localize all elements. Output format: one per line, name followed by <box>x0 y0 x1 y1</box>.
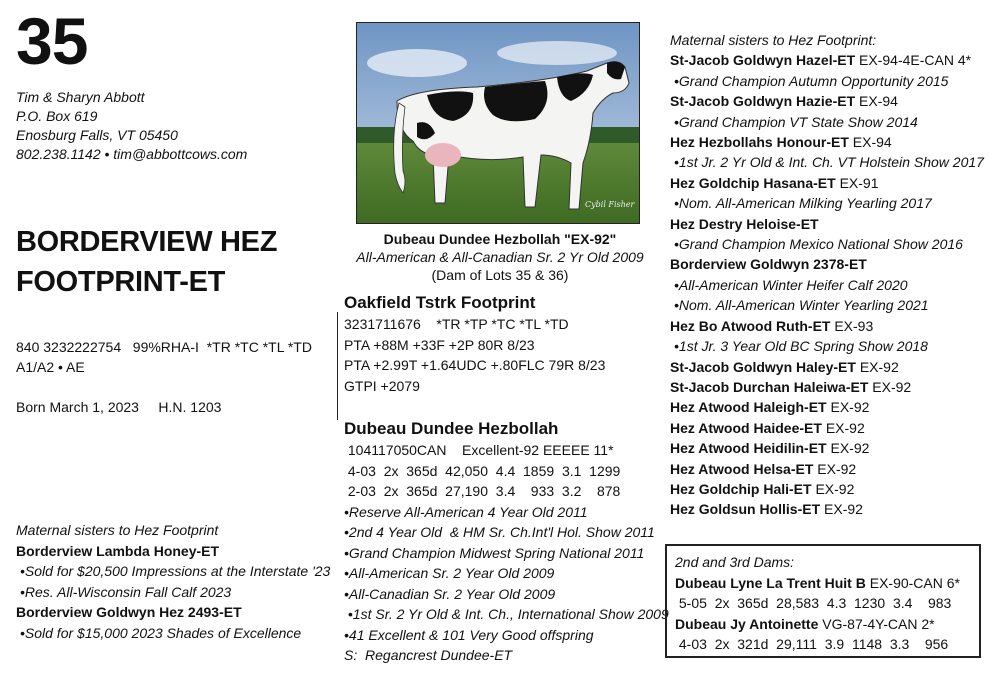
sister-entry <box>16 602 330 623</box>
dam-note: S: Regancrest Dundee-ET <box>344 647 513 663</box>
sister-note: •Res. All-Wisconsin Fall Calf 2023 <box>20 583 232 600</box>
sister-score: EX-92 <box>868 378 912 395</box>
sister-score: EX-92 <box>821 419 865 436</box>
sister-entry <box>670 50 984 70</box>
sister-note: •All-American Winter Heifer Calf 2020 <box>674 276 908 293</box>
sister-entry <box>670 173 984 193</box>
registration-line: 840 3232222754 99%RHA-I *TR *TC *TL *TD <box>16 339 312 355</box>
maternal-sisters-right-heading: Maternal sisters to Hez Footprint: <box>670 32 877 48</box>
dam-line: 4-03 2x 365d 42,050 4.4 1859 3.1 1299 <box>344 462 621 479</box>
sire-name: Oakfield Tstrk Footprint <box>344 293 536 312</box>
sister-score: EX-92 <box>813 460 857 477</box>
sister-note: •Grand Champion Mexico National Show 2016 <box>674 236 963 253</box>
sister-name: Hez Hezbollahs Honour-ET <box>670 134 849 151</box>
sister-entry <box>670 499 984 519</box>
owner-info <box>16 88 247 164</box>
sister-entry <box>670 438 984 458</box>
animal-name-line-1: BORDERVIEW HEZ <box>16 226 278 258</box>
sister-name: Borderview Goldwyn 2378-ET <box>670 256 867 273</box>
sister-name: Hez Goldsun Hollis-ET <box>670 501 821 518</box>
photo-signature: Cybil Fisher <box>585 200 635 209</box>
sister-score: EX-91 <box>835 174 879 191</box>
sister-name: Hez Bo Atwood Ruth-ET <box>670 317 831 334</box>
dam-entry-record: 4-03 2x 321d 29,111 3.9 1148 3.3 956 <box>675 636 949 652</box>
sister-score: EX-93 <box>830 317 874 334</box>
sister-name: Hez Atwood Heidilin-ET <box>670 440 827 457</box>
owner-contact: 802.238.1142 • tim@abbottcows.com <box>16 146 248 162</box>
sister-score: EX-94-4E-CAN 4* <box>855 52 972 69</box>
sister-entry <box>670 459 984 479</box>
dam-entry-record: 5-05 2x 365d 28,583 4.3 1230 3.4 983 <box>675 595 952 611</box>
dam-block <box>344 418 669 666</box>
caption-subtitle: All-American & All-Canadian Sr. 2 Yr Old 2009 <box>356 249 644 265</box>
photo-caption <box>340 230 660 284</box>
sire-line: 3231711676 *TR *TP *TC *TL *TD <box>344 316 569 332</box>
owner-address-2: Enosburg Falls, VT 05450 <box>16 127 178 143</box>
owner-address-1: P.O. Box 619 <box>16 108 98 124</box>
dam-entry-score: VG-87-4Y-CAN 2* <box>818 615 935 632</box>
sister-name: Hez Atwood Haleigh-ET <box>670 399 827 416</box>
cow-photo <box>356 22 640 224</box>
dam-entry-name: Dubeau Lyne La Trent Huit B <box>675 574 866 591</box>
sister-score: EX-92 <box>811 480 855 497</box>
second-third-dams-box <box>665 544 981 658</box>
sister-entry <box>16 541 330 562</box>
sister-name: St-Jacob Goldwyn Hazie-ET <box>670 93 856 110</box>
sister-entry <box>670 254 984 274</box>
sister-note: •Nom. All-American Milking Yearling 2017 <box>674 195 932 212</box>
sister-note: •Sold for $20,500 Impressions at the Interstate '23 <box>20 563 331 579</box>
sister-name: St-Jacob Goldwyn Hazel-ET <box>670 52 856 69</box>
sister-entry <box>670 91 984 111</box>
lot-number: 35 <box>16 4 88 78</box>
dam-entry <box>675 614 971 635</box>
caption-title: Dubeau Dundee Hezbollah "EX-92" <box>383 231 617 247</box>
sister-score: EX-94 <box>848 134 892 151</box>
sister-entry <box>670 316 984 336</box>
sister-name: Hez Destry Heloise-ET <box>670 215 819 232</box>
sister-score: EX-92 <box>855 358 899 375</box>
born-line: Born March 1, 2023 H.N. 1203 <box>16 399 222 415</box>
dam-note: •All-American Sr. 2 Year Old 2009 <box>344 565 555 581</box>
sire-line: PTA +88M +33F +2P 80R 8/23 <box>344 336 535 353</box>
sister-entry <box>670 418 984 438</box>
dam-line: 104117050CAN Excellent-92 EEEEE 11* <box>344 442 614 458</box>
animal-name-line-2: FOOTPRINT-ET <box>16 266 226 298</box>
sister-name: Hez Atwood Helsa-ET <box>670 460 814 477</box>
dam-note: •2nd 4 Year Old & HM Sr. Ch.Int'l Hol. Show 2011 <box>344 524 655 540</box>
owner-name: Tim & Sharyn Abbott <box>16 89 145 105</box>
sister-name: Hez Atwood Haidee-ET <box>670 419 822 436</box>
genetics-line: A1/A2 • AE <box>16 359 85 375</box>
sire-line: PTA +2.99T +1.64UDC +.80FLC 79R 8/23 <box>344 357 606 373</box>
dam-note: •Reserve All-American 4 Year Old 2011 <box>344 503 588 520</box>
pedigree-divider <box>337 312 338 420</box>
dams-box-heading: 2nd and 3rd Dams: <box>675 554 795 570</box>
sister-score: EX-92 <box>820 501 863 518</box>
sister-entry <box>670 397 984 417</box>
dam-line: 2-03 2x 365d 27,190 3.4 933 3.2 878 <box>344 483 621 499</box>
sister-name: Hez Goldchip Hasana-ET <box>670 174 836 191</box>
maternal-sisters-left-heading: Maternal sisters to Hez Footprint <box>16 522 219 538</box>
caption-note: (Dam of Lots 35 & 36) <box>431 267 569 283</box>
sister-name: Borderview Lambda Honey-ET <box>16 542 220 559</box>
sister-name: St-Jacob Goldwyn Haley-ET <box>670 358 856 375</box>
sister-name: Hez Goldchip Hali-ET <box>670 480 812 497</box>
dam-note: •1st Sr. 2 Yr Old & Int. Ch., International Show 2009 <box>344 606 669 622</box>
sister-name: Borderview Goldwyn Hez 2493-ET <box>16 604 242 620</box>
sister-note: •Grand Champion VT State Show 2014 <box>674 113 918 130</box>
sire-block <box>344 292 605 396</box>
sister-note: •1st Jr. 3 Year Old BC Spring Show 2018 <box>674 338 928 355</box>
sister-entry <box>670 479 984 499</box>
sire-line: GTPI +2079 <box>344 377 420 394</box>
dam-note: •41 Excellent & 101 Very Good offspring <box>344 626 594 643</box>
dam-note: •All-Canadian Sr. 2 Year Old 2009 <box>344 585 556 602</box>
sister-entry <box>670 377 984 397</box>
dam-entry-score: EX-90-CAN 6* <box>865 574 960 591</box>
animal-name <box>16 222 277 302</box>
dam-note: •Grand Champion Midwest Spring National 2011 <box>344 544 645 561</box>
maternal-sisters-left <box>16 520 330 643</box>
sister-note: •Sold for $15,000 2023 Shades of Excellence <box>20 624 302 641</box>
sister-name: St-Jacob Durchan Haleiwa-ET <box>670 378 869 395</box>
sister-note: •1st Jr. 2 Yr Old & Int. Ch. VT Holstein Show 2017 <box>674 154 984 171</box>
sister-note: •Grand Champion Autumn Opportunity 2015 <box>674 72 949 89</box>
cow-photo-image <box>357 23 639 223</box>
dam-entry-name: Dubeau Jy Antoinette <box>675 615 819 632</box>
dam-entry <box>675 573 971 594</box>
sister-entry <box>670 214 984 234</box>
sister-note: •Nom. All-American Winter Yearling 2021 <box>674 297 929 314</box>
sister-score: EX-94 <box>855 93 898 110</box>
sister-entry <box>670 357 984 377</box>
maternal-sisters-right <box>670 30 984 520</box>
sister-entry <box>670 132 984 152</box>
sister-score: EX-92 <box>826 399 870 416</box>
sister-score: EX-92 <box>826 440 870 457</box>
dam-name: Dubeau Dundee Hezbollah <box>344 419 559 438</box>
